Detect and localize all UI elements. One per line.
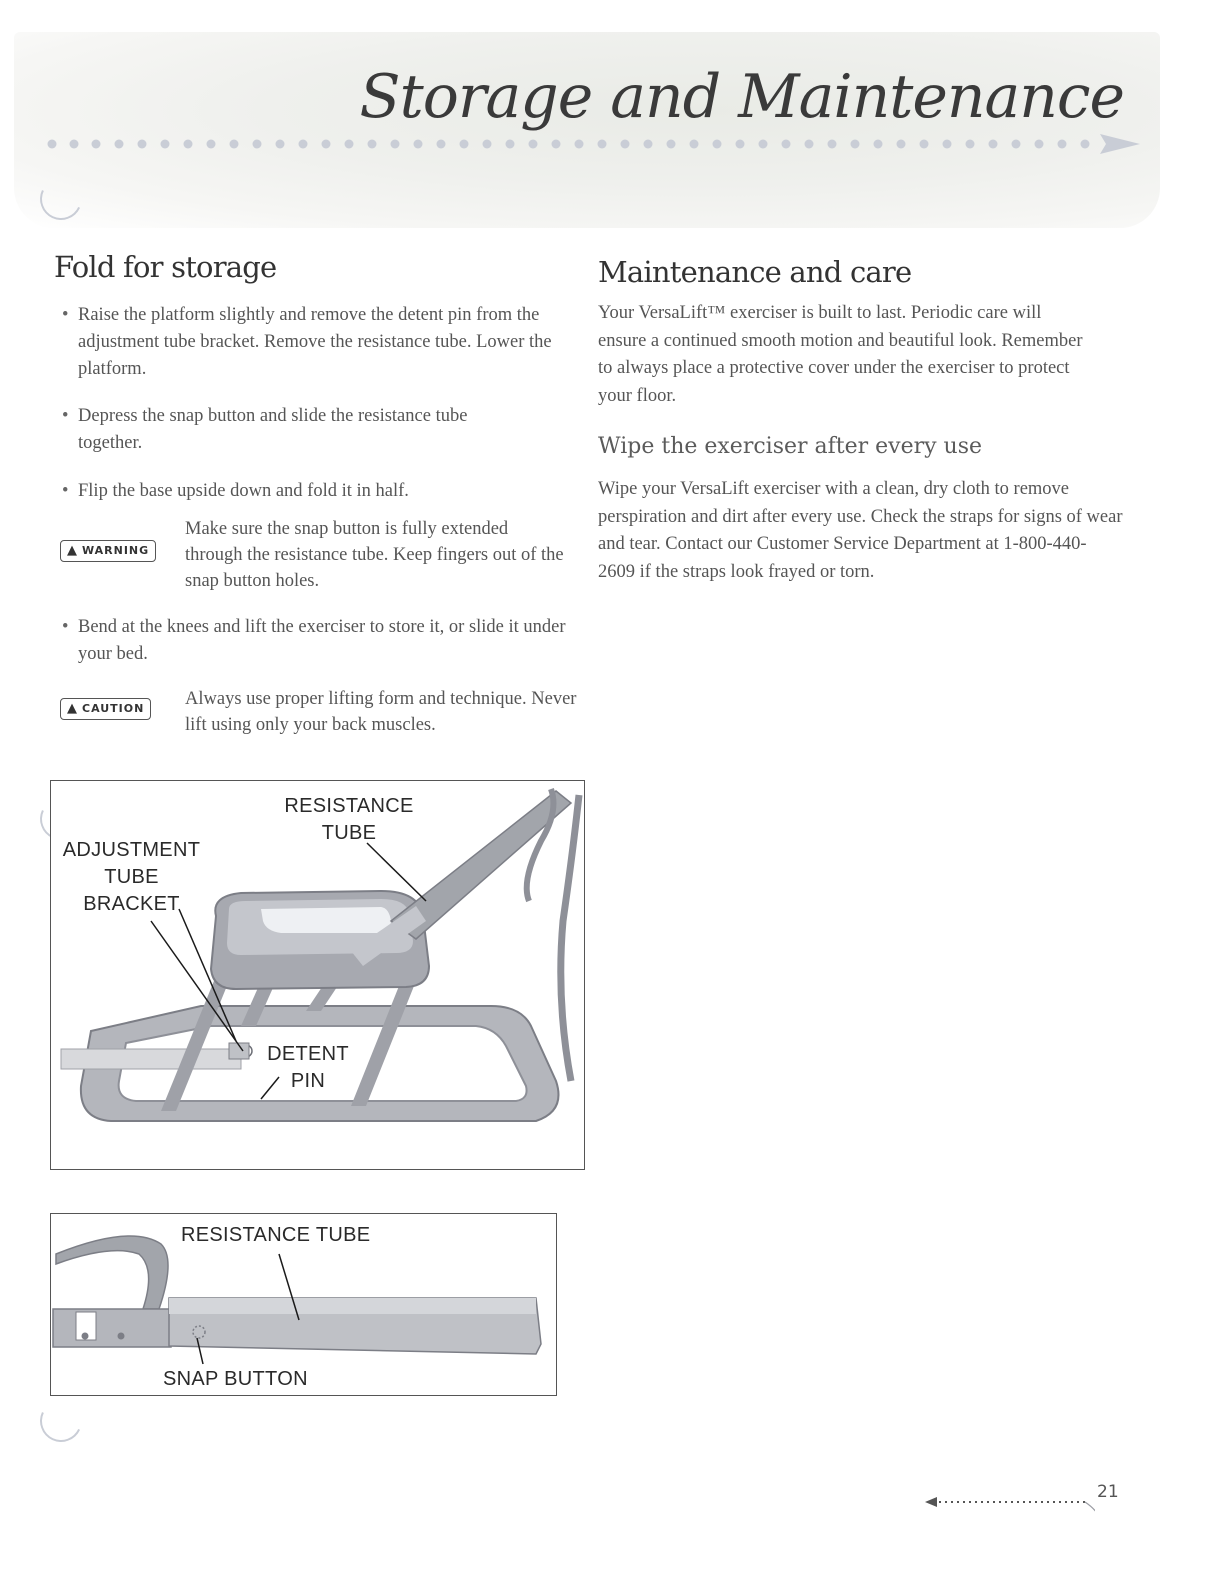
detent-pin-callout: [263, 1041, 353, 1095]
dotted-rule: [42, 132, 1142, 156]
bullet-raise-platform: • Raise the platform slightly and remove the detent pin from the adjustment tube bracket. Remove the resistance tube. Lower the platform.: [78, 302, 578, 383]
snap-button-callout: SNAP BUTTON: [163, 1368, 308, 1390]
fold-for-storage-heading: Fold for storage: [54, 250, 277, 284]
warning-tag-label: WARNING: [82, 544, 150, 557]
warning-text: Make sure the snap button is fully extended through the resistance tube. Keep fingers out of the snap button holes.: [185, 519, 564, 591]
caution-tag: [60, 698, 151, 720]
resistance-callout: [279, 793, 419, 847]
page-arrow: [925, 1482, 1095, 1528]
resistance-tube-callout: RESISTANCE TUBE: [181, 1224, 371, 1246]
resistance-tube-label: TUBE: [321, 822, 377, 844]
maintenance-care-heading: Maintenance and care: [598, 255, 912, 289]
resistance-label: RESISTANCE: [284, 795, 414, 817]
bullet-bend-knees: • Bend at the knees and lift the exerciser to store it, or slide it under your bed.: [78, 614, 578, 668]
corner-arc-bottom: [34, 1394, 88, 1448]
caution-tag-label: CAUTION: [82, 702, 145, 715]
pin-label: PIN: [290, 1070, 326, 1092]
adjustment-tube-label: TUBE: [104, 866, 159, 888]
maintenance-intro: Your VersaLift™ exerciser is built to last. Periodic care will ensure a continued smooth motion and beautiful look. Remember to always place a protective cover under the exerciser to protect your floor.: [598, 303, 1083, 406]
wipe-body: Wipe your VersaLift exerciser with a clean, dry cloth to remove perspiration and dirt after every use. Check the straps for signs of wear and tear. Contact our Customer Service Department at 1-800-440-2609 if the straps look frayed or torn.: [598, 479, 1123, 582]
page-title: Storage and Maintenance: [359, 62, 1124, 132]
page-number: 21: [1097, 1482, 1119, 1502]
detent-label: DETENT: [267, 1043, 349, 1065]
resistance-tube-figure: [50, 1213, 557, 1396]
warning-triangle-icon: ▲: [67, 543, 78, 558]
bullet-flip-base: • Flip the base upside down and fold it in half.: [78, 478, 578, 505]
caution-triangle-icon: ▲: [67, 701, 78, 716]
caution-text: Always use proper lifting form and technique. Never lift using only your back muscles.: [185, 689, 577, 735]
exerciser-figure: [50, 780, 585, 1170]
warning-tag: [60, 540, 156, 562]
adjustment-label: ADJUSTMENT: [62, 839, 201, 861]
bracket-label: BRACKET: [83, 893, 180, 915]
wipe-subheading: Wipe the exerciser after every use: [598, 434, 983, 459]
adjustment-callout: [59, 837, 204, 918]
bullet-depress-snap: • Depress the snap button and slide the resistance tube together.: [78, 403, 498, 457]
